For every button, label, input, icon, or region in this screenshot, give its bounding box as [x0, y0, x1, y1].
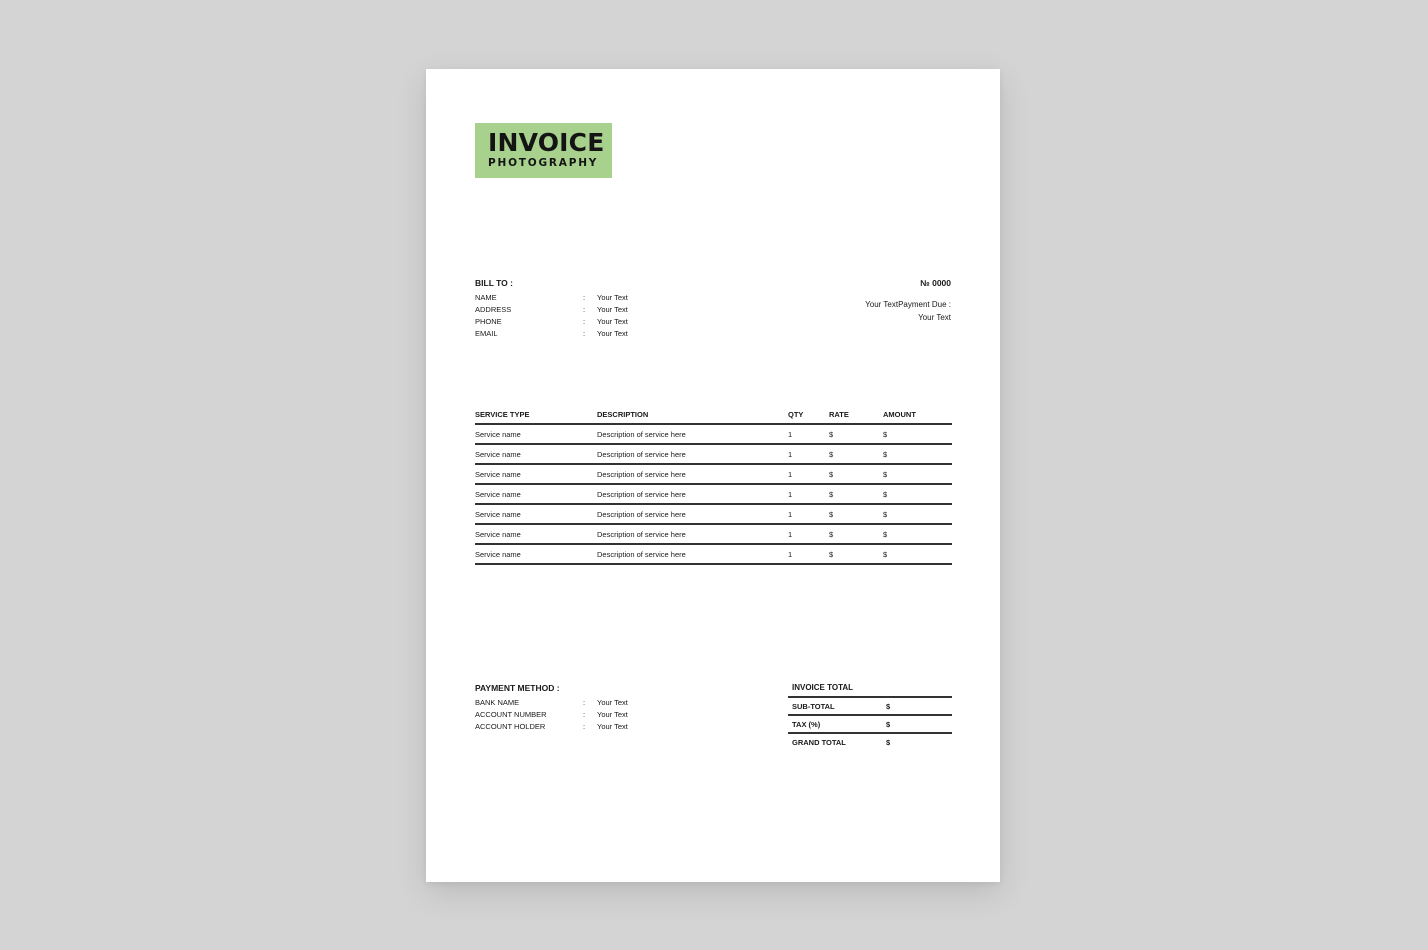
cell-service-type: Service name	[475, 430, 521, 439]
tax-row	[788, 716, 952, 734]
cell-amount: $	[883, 430, 888, 439]
subtotal-label: SUB-TOTAL	[792, 702, 835, 711]
cell-rate: $	[829, 470, 834, 479]
cell-service-type: Service name	[475, 450, 521, 459]
cell-description: Description of service here	[597, 490, 686, 499]
invoice-number: № 0000	[920, 278, 951, 288]
field-value: Your Text	[597, 293, 628, 302]
cell-description: Description of service here	[597, 530, 686, 539]
cell-qty: 1	[788, 550, 793, 559]
cell-amount: $	[883, 470, 888, 479]
payment-row	[475, 697, 695, 709]
header-amount: AMOUNT	[883, 410, 916, 419]
field-separator: :	[583, 722, 586, 731]
subtotal-row	[788, 698, 952, 716]
field-label: ACCOUNT NUMBER	[475, 710, 547, 719]
field-separator: :	[583, 293, 586, 302]
cell-service-type: Service name	[475, 510, 521, 519]
header-service-type: SERVICE TYPE	[475, 410, 530, 419]
cell-amount: $	[883, 510, 888, 519]
invoice-meta	[751, 278, 951, 324]
field-value: Your Text	[597, 305, 628, 314]
bill-to-row	[475, 328, 695, 340]
table-row	[475, 545, 952, 565]
cell-description: Description of service here	[597, 450, 686, 459]
cell-amount: $	[883, 450, 888, 459]
items-table-header	[475, 407, 952, 425]
tax-label: TAX (%)	[792, 720, 821, 729]
cell-service-type: Service name	[475, 530, 521, 539]
payment-method-heading: PAYMENT METHOD :	[475, 683, 560, 693]
cell-rate: $	[829, 550, 834, 559]
cell-description: Description of service here	[597, 470, 686, 479]
cell-qty: 1	[788, 470, 793, 479]
field-separator: :	[583, 305, 586, 314]
payment-row	[475, 721, 695, 733]
invoice-total-title: INVOICE TOTAL	[788, 683, 952, 698]
bill-to-row	[475, 316, 695, 328]
cell-rate: $	[829, 450, 834, 459]
bill-to-section	[475, 278, 695, 340]
logo-subtitle: PHOTOGRAPHY	[488, 157, 599, 169]
field-separator: :	[583, 710, 586, 719]
cell-amount: $	[883, 550, 888, 559]
field-value: Your Text	[597, 329, 628, 338]
items-table	[475, 407, 952, 565]
invoice-page	[426, 69, 1000, 882]
bill-to-heading: BILL TO :	[475, 278, 513, 288]
payment-row	[475, 709, 695, 721]
cell-qty: 1	[788, 530, 793, 539]
field-label: NAME	[475, 293, 497, 302]
table-row	[475, 425, 952, 445]
cell-rate: $	[829, 530, 834, 539]
cell-rate: $	[829, 510, 834, 519]
logo-title: INVOICE	[488, 128, 605, 157]
field-label: ADDRESS	[475, 305, 512, 314]
cell-service-type: Service name	[475, 490, 521, 499]
table-row	[475, 485, 952, 505]
field-separator: :	[583, 698, 586, 707]
grand-total-value: $	[886, 738, 891, 747]
cell-qty: 1	[788, 510, 793, 519]
payment-method-section	[475, 683, 695, 733]
field-label: BANK NAME	[475, 698, 520, 707]
cell-rate: $	[829, 430, 834, 439]
payment-due-value: Your Text	[918, 313, 951, 322]
cell-description: Description of service here	[597, 430, 686, 439]
field-label: PHONE	[475, 317, 502, 326]
cell-rate: $	[829, 490, 834, 499]
table-row	[475, 525, 952, 545]
cell-qty: 1	[788, 430, 793, 439]
cell-description: Description of service here	[597, 550, 686, 559]
bill-to-row	[475, 292, 695, 304]
invoice-logo	[475, 123, 612, 178]
cell-service-type: Service name	[475, 470, 521, 479]
table-row	[475, 445, 952, 465]
invoice-total-table	[788, 683, 952, 750]
table-row	[475, 465, 952, 485]
header-rate: RATE	[829, 410, 849, 419]
payment-due-label: Your TextPayment Due :	[865, 300, 951, 309]
cell-qty: 1	[788, 490, 793, 499]
field-label: EMAIL	[475, 329, 498, 338]
subtotal-value: $	[886, 702, 891, 711]
header-description: DESCRIPTION	[597, 410, 649, 419]
grand-total-row	[788, 734, 952, 750]
table-row	[475, 505, 952, 525]
grand-total-label: GRAND TOTAL	[792, 738, 846, 747]
tax-value: $	[886, 720, 891, 729]
field-separator: :	[583, 317, 586, 326]
cell-service-type: Service name	[475, 550, 521, 559]
cell-description: Description of service here	[597, 510, 686, 519]
field-label: ACCOUNT HOLDER	[475, 722, 546, 731]
field-value: Your Text	[597, 722, 628, 731]
cell-amount: $	[883, 490, 888, 499]
bill-to-row	[475, 304, 695, 316]
field-separator: :	[583, 329, 586, 338]
header-qty: QTY	[788, 410, 804, 419]
cell-qty: 1	[788, 450, 793, 459]
cell-amount: $	[883, 530, 888, 539]
field-value: Your Text	[597, 698, 628, 707]
field-value: Your Text	[597, 710, 628, 719]
field-value: Your Text	[597, 317, 628, 326]
